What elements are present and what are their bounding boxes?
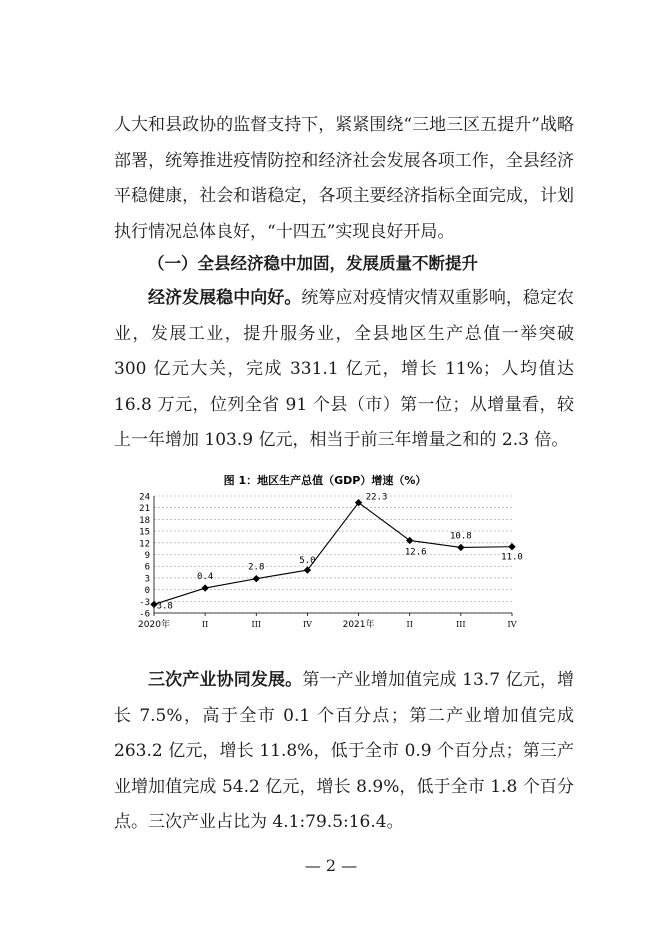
data-label: 11.0 (501, 552, 523, 563)
data-point (201, 584, 208, 591)
y-tick-label: 6 (144, 562, 150, 573)
x-tick-label: II (201, 620, 209, 629)
y-tick-label: -6 (139, 609, 150, 620)
paragraph-economy (114, 281, 574, 459)
chart-axes (154, 496, 512, 616)
y-tick-label: 3 (144, 574, 150, 585)
data-label: 5.0 (299, 556, 316, 567)
paragraph-industries-text: 第一产业增加值完成 13.7 亿元，增长 7.5%，高于全市 0.1 个百分点；第二产业增加值完成 263.2 亿元，增长 11.8%，低于全市 0.9 个百分点；第三产业增加值完成 54.2 亿元，增长 8.9%，低于全市 1.8 个百分点。三次产业占比为 4.1:79.5:16.4。 (114, 670, 574, 832)
chart-tick-labels (138, 493, 517, 631)
data-label: 10.8 (450, 531, 472, 542)
data-point (457, 544, 464, 551)
y-tick-label: 21 (139, 504, 150, 515)
y-tick-label: 9 (144, 551, 150, 561)
y-tick-label: 18 (139, 515, 150, 526)
chart-series (150, 499, 515, 608)
y-tick-label: -3 (139, 597, 150, 608)
paragraph-economy-text: 统筹应对疫情灾情双重影响，稳定农业，发展工业，提升服务业，全县地区生产总值一举突破 300 亿元大关，完成 331.1 亿元，增长 11%；人均值达 16.8 万元，位列全省 91 个县（市）第一位；从增量看，较上一年增加 103.9 亿元，相当于前三年增量之和的 2.3 倍。 (114, 288, 574, 450)
y-tick-label: 15 (139, 527, 150, 538)
x-tick-label: II (406, 620, 413, 629)
data-label: 12.6 (404, 547, 427, 558)
chart-title: 图 1：地区生产总值（GDP）增速（%） (223, 474, 427, 487)
paragraph-industries (114, 663, 574, 841)
gdp-growth-chart (120, 470, 530, 645)
y-tick-label: 24 (139, 492, 150, 503)
data-label: 22.3 (365, 492, 388, 503)
page-number: — 2 — (304, 856, 358, 875)
chart-gridlines (154, 496, 512, 613)
paragraph-intro-text: 人大和县政协的监督支持下，紧紧围绕“三地三区五提升”战略部署，统筹推进疫情防控和经济社会发展各项工作，全县经济平稳健康，社会和谐稳定，各项主要经济指标全面完成，计划执行情况总体良好，“十四五”实现良好开局。 (114, 115, 574, 242)
paragraph-industries-lead: 三次产业协同发展。 (148, 670, 303, 690)
data-point (508, 543, 515, 550)
x-tick-label: 2021年 (342, 620, 375, 630)
x-tick-label: IV (302, 620, 312, 629)
data-point (253, 575, 260, 582)
data-label: 0.4 (197, 572, 214, 583)
data-label: 2.8 (248, 562, 265, 573)
data-label: -3.8 (151, 601, 173, 612)
y-tick-label: 0 (144, 586, 150, 597)
section-heading: （一）全县经济稳中加固，发展质量不断提升 (148, 254, 478, 273)
chart-data-labels (151, 493, 523, 612)
x-tick-label: III (251, 620, 262, 629)
x-tick-label: III (456, 620, 466, 629)
x-tick-label: IV (507, 620, 517, 629)
y-tick-label: 12 (139, 539, 150, 550)
paragraph-intro (114, 108, 574, 250)
x-tick-label: 2020年 (138, 620, 170, 630)
paragraph-economy-lead: 经济发展稳中向好。 (148, 288, 302, 308)
